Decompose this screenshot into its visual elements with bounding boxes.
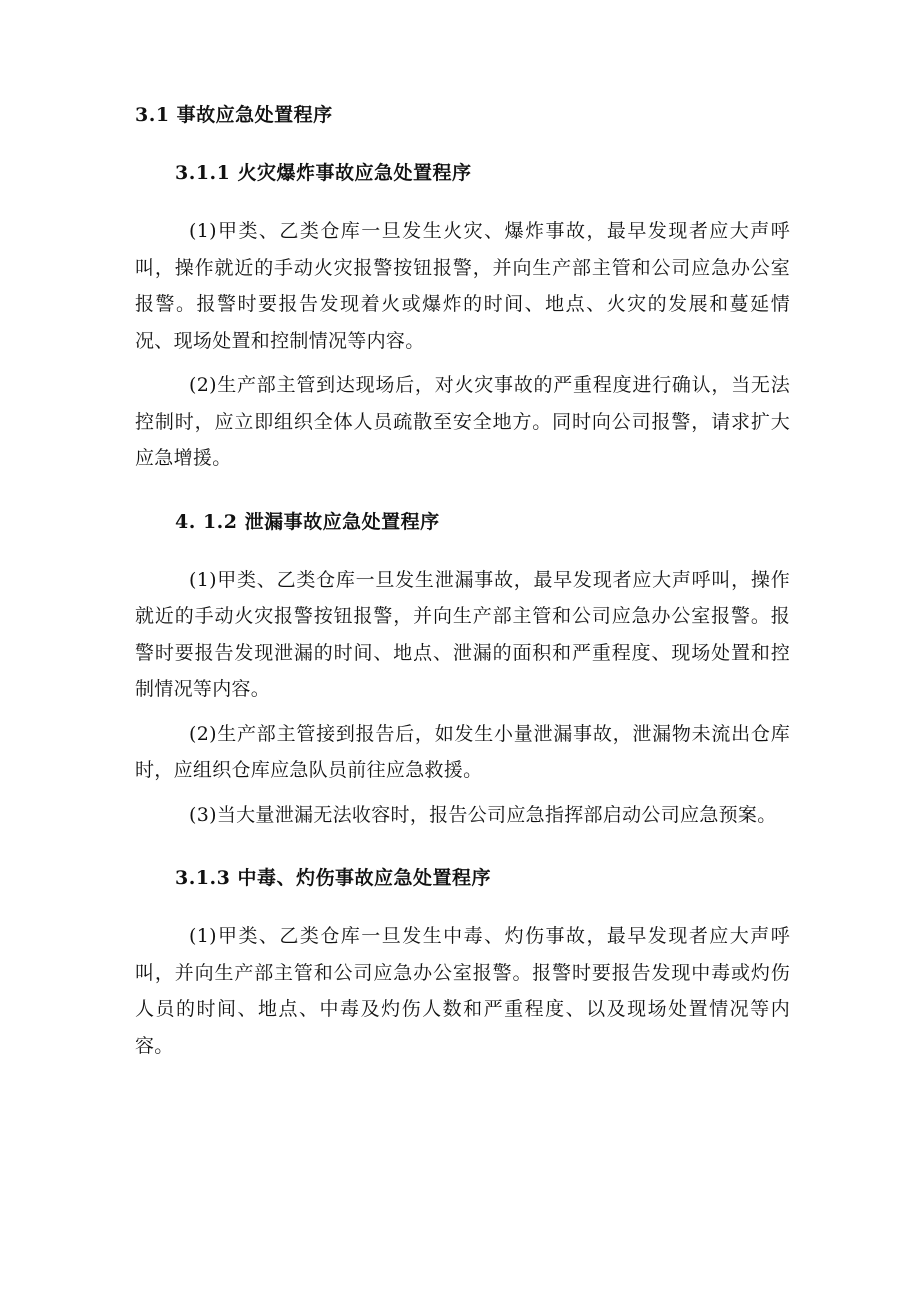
spacer bbox=[135, 708, 790, 716]
spacer bbox=[135, 359, 790, 367]
spacer bbox=[135, 130, 790, 158]
section-heading: 3.1 事故应急处置程序 bbox=[135, 104, 333, 126]
spacer bbox=[135, 477, 790, 507]
paragraph: (1)甲类、乙类仓库一旦发生火灾、爆炸事故，最早发现者应大声呼叫，操作就近的手动火灾报警按钮报警，并向生产部主管和公司应急办公室报警。报警时要报告发现着火或爆炸的时间、地点、火灾的发展和蔓延情况、现场处置和控制情况等内容。 bbox=[135, 220, 790, 352]
paragraph: (1)甲类、乙类仓库一旦发生中毒、灼伤事故，最早发现者应大声呼叫，并向生产部主管和公司应急办公室报警。报警时要报告发现中毒或灼伤人员的时间、地点、中毒及灼伤人数和严重程度、以及现场处置情况等内容。 bbox=[135, 925, 790, 1057]
spacer bbox=[135, 833, 790, 863]
paragraph: (2)生产部主管接到报告后，如发生小量泄漏事故，泄漏物未流出仓库时，应组织仓库应急队员前往应急救援。 bbox=[135, 722, 790, 781]
spacer bbox=[135, 893, 790, 918]
paragraph: (3)当大量泄漏无法收容时，报告公司应急指挥部启动公司应急预案。 bbox=[189, 803, 777, 826]
subsection-heading-poisoning: 3.1.3 中毒、灼伤事故应急处置程序 bbox=[175, 867, 492, 889]
spacer bbox=[135, 537, 790, 562]
spacer bbox=[135, 789, 790, 797]
subsection-heading-fire: 3.1.1 火灾爆炸事故应急处置程序 bbox=[175, 162, 472, 184]
paragraph: (1)甲类、乙类仓库一旦发生泄漏事故，最早发现者应大声呼叫，操作就近的手动火灾报警按钮报警，并向生产部主管和公司应急办公室报警。报警时要报告发现泄漏的时间、地点、泄漏的面积和严重程度、现场处置和控制情况等内容。 bbox=[135, 568, 790, 700]
subsection-heading-leak: 4. 1.2 泄漏事故应急处置程序 bbox=[175, 510, 440, 533]
paragraph: (2)生产部主管到达现场后，对火灾事故的严重程度进行确认，当无法控制时，应立即组织全体人员疏散至安全地方。同时向公司报警，请求扩大应急增援。 bbox=[135, 374, 790, 469]
spacer bbox=[135, 188, 790, 213]
